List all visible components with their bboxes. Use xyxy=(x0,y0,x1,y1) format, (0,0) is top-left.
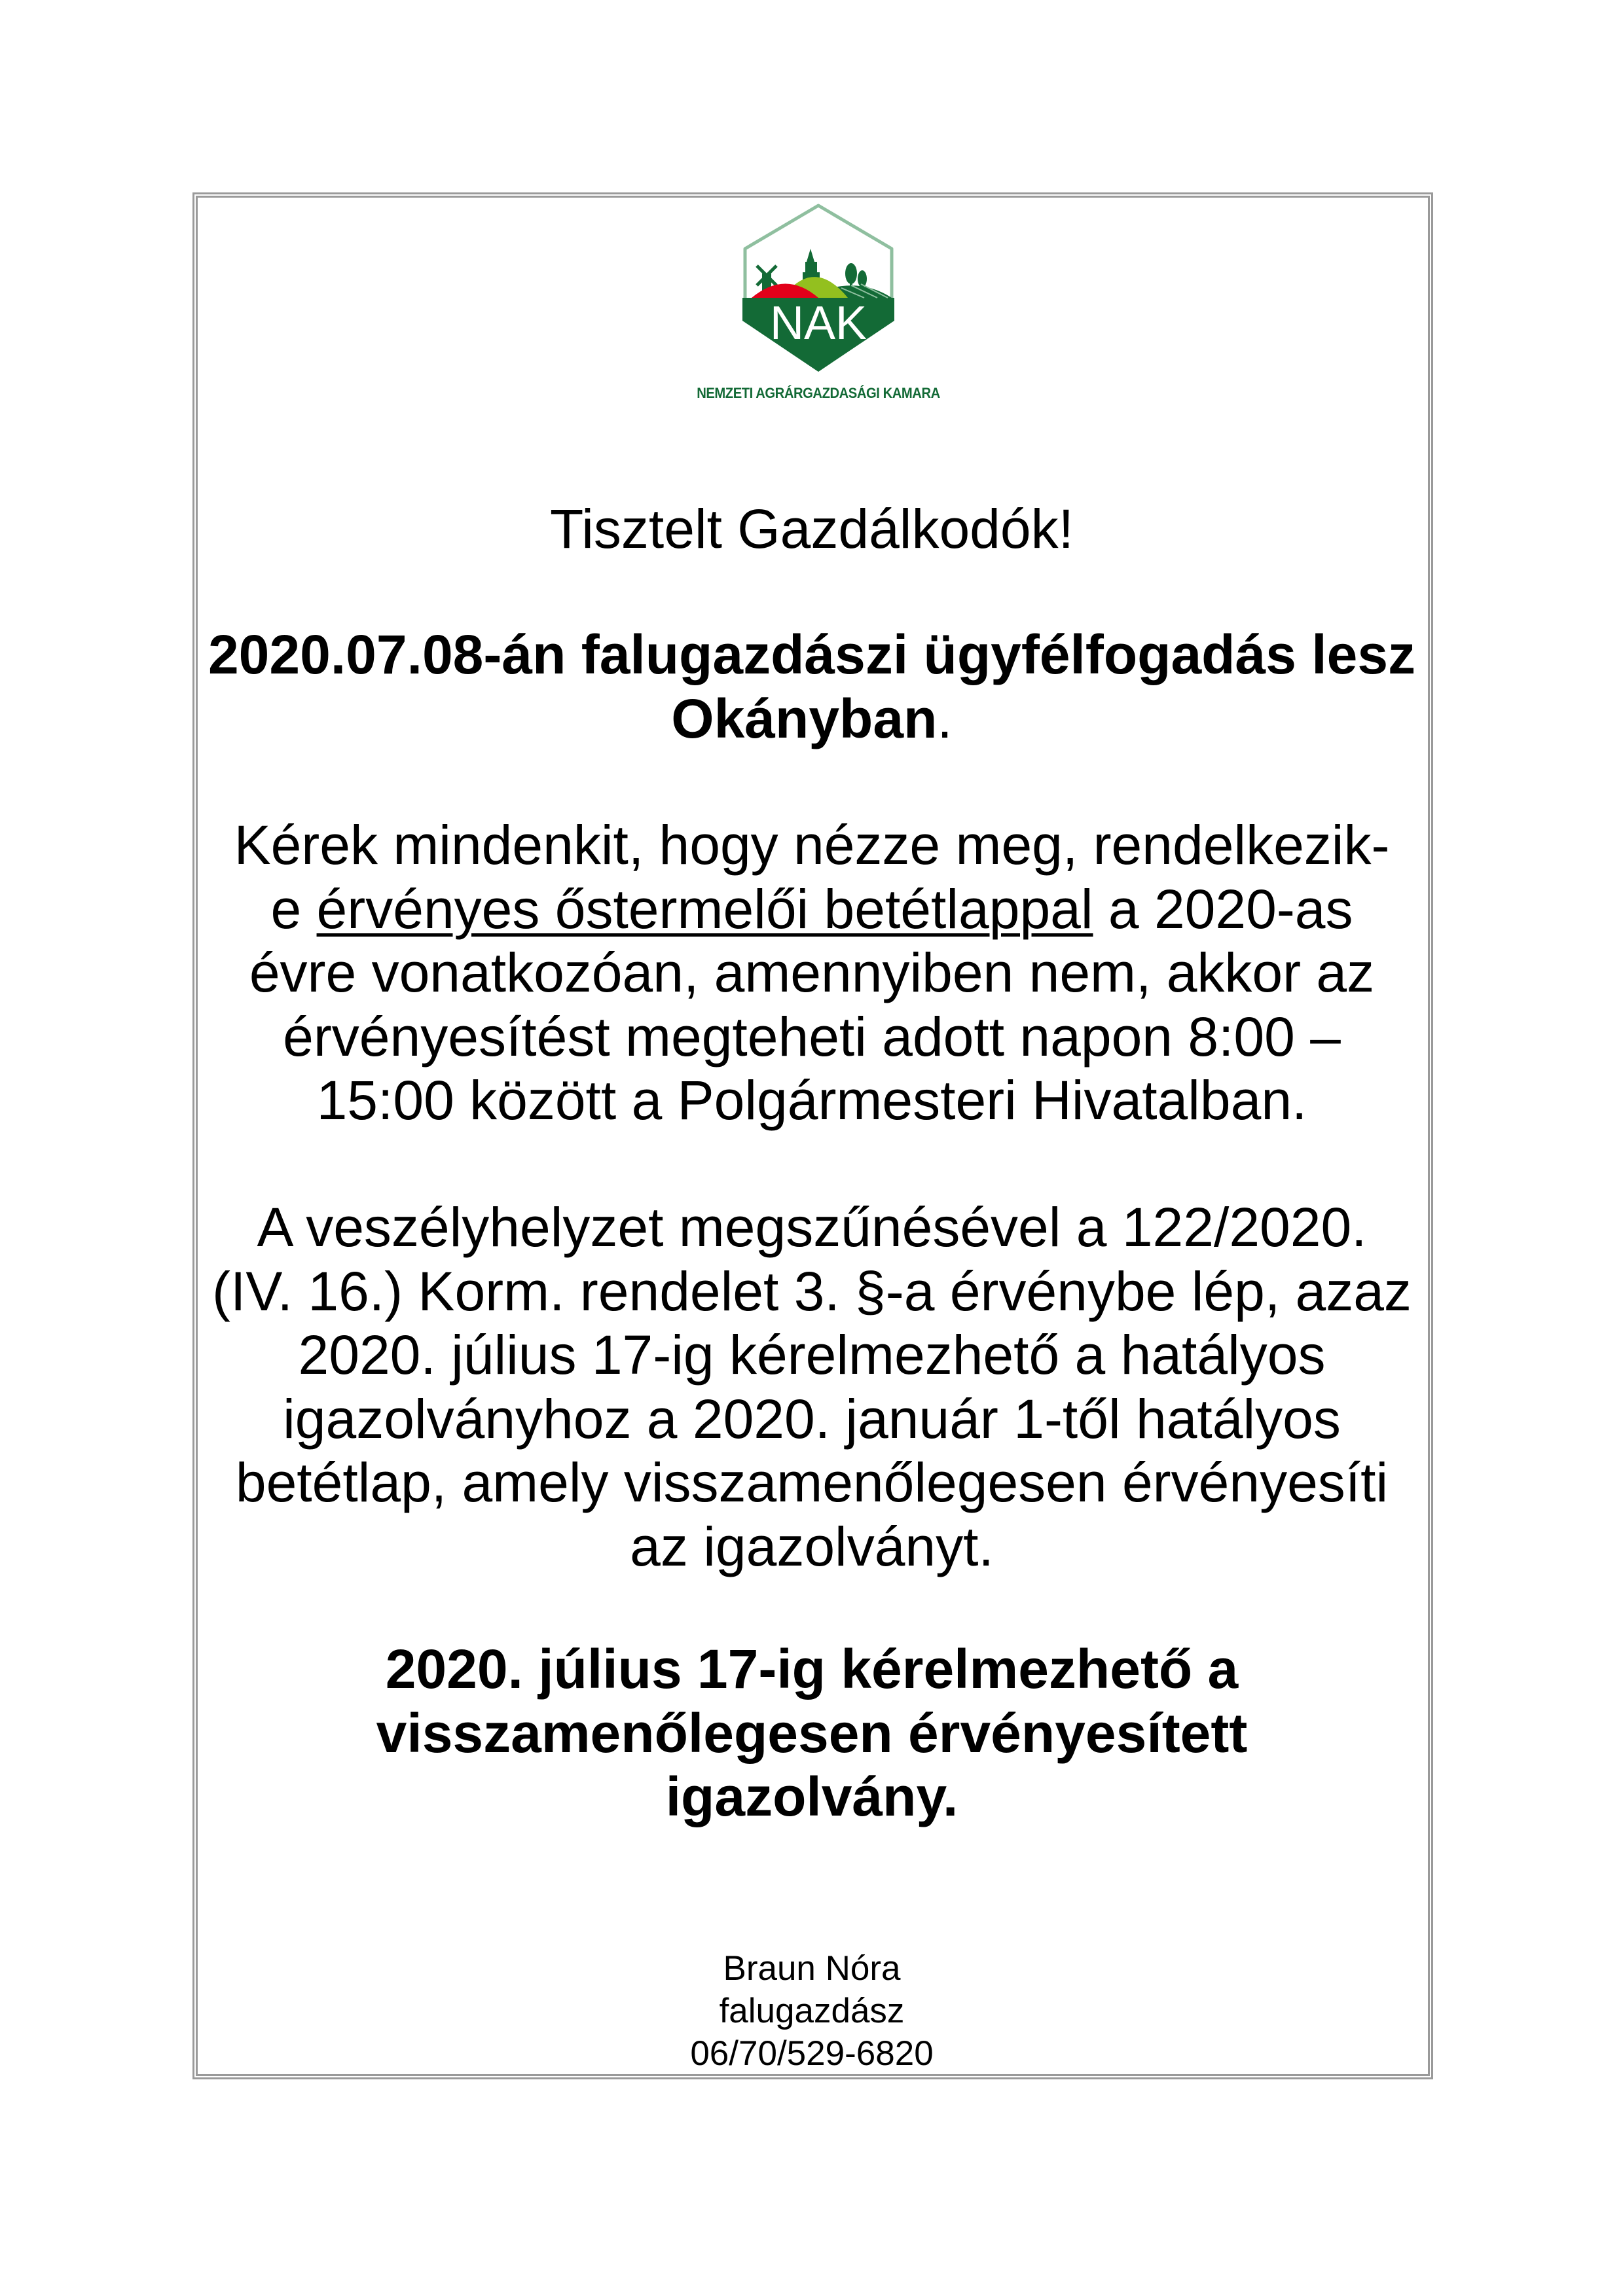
logo-acronym: NAK xyxy=(769,297,867,350)
request-underlined: érvényes őstermelői betétlappal xyxy=(316,878,1093,940)
legal-notice-text: A veszélyhelyzet megszűnésével a 122/2020. (IV. 16.) Korm. rendelet 3. §-a érvénybe lép, azaz 2020. július 17-ig kérelmezhető a hatályos igazolványhoz a 2020. január 1-től hatályos betétlap, amely visszamenőlegesen érvényesíti az igazolványt. xyxy=(212,1196,1412,1577)
nak-logo-icon xyxy=(733,196,903,380)
greeting-block xyxy=(203,497,1421,562)
request-text-before: Kérek mindenkit, hogy nézze meg, rendelkezik-e xyxy=(234,814,1390,940)
signature-name: Braun Nóra xyxy=(723,1949,901,1988)
signature-block xyxy=(203,1947,1421,2075)
request-text-after: a 2020-as évre vonatkozóan, amennyiben nem, akkor az érvényesítést megteheti adott napon 8:00 – 15:00 között a Polgármesteri Hivatalban. xyxy=(249,878,1375,1131)
request-text xyxy=(203,814,1421,1133)
announcement-text xyxy=(203,623,1421,751)
final-notice-block xyxy=(203,1638,1421,1829)
legal-notice-block xyxy=(203,1196,1421,1579)
signature-phone: 06/70/529-6820 xyxy=(690,2034,934,2073)
request-block xyxy=(203,814,1421,1133)
final-notice-text: 2020. július 17-ig kérelmezhető a visszamenőlegesen érvényesített igazolvány. xyxy=(376,1638,1248,1827)
logo-caption: NEMZETI AGRÁRGAZDASÁGI KAMARA xyxy=(697,385,940,401)
greeting-text: Tisztelt Gazdálkodók! xyxy=(550,498,1074,560)
signature-title: falugazdász xyxy=(719,1992,905,2030)
announcement-bold: 2020.07.08-án falugazdászi ügyfélfogadás lesz Okányban xyxy=(208,624,1416,749)
announcement-trailing: . xyxy=(937,687,953,749)
announcement-block xyxy=(203,623,1421,751)
